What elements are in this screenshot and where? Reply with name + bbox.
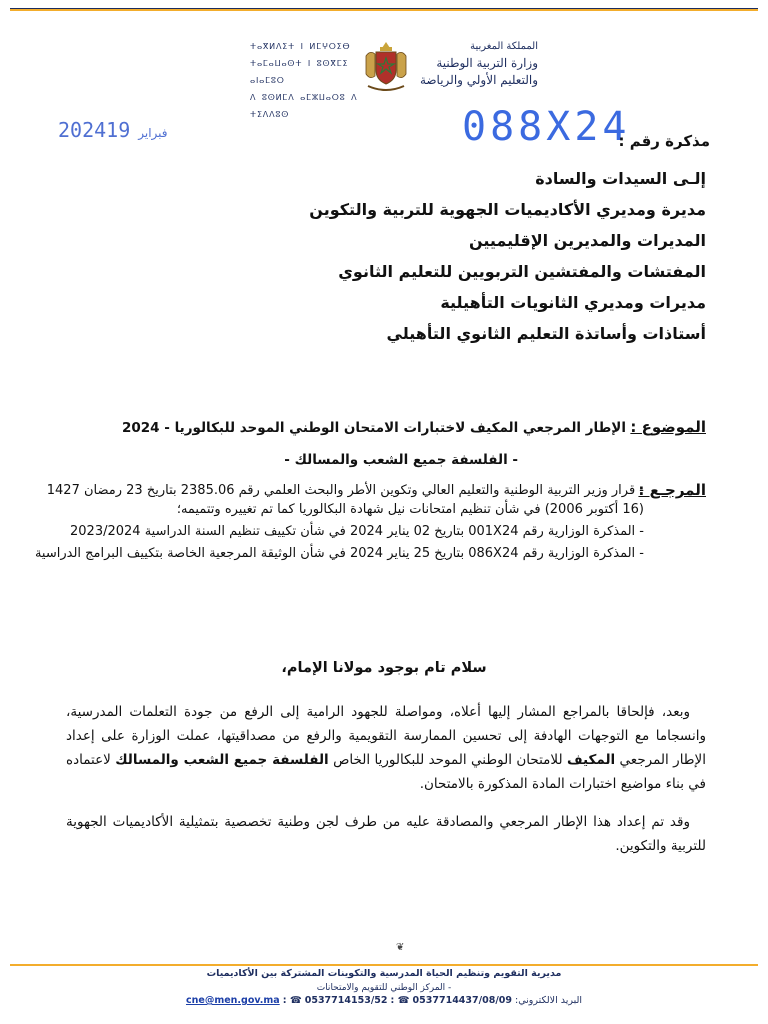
reference-item: - قرار وزير التربية الوطنية والتعليم العالي وتكوين الأطر والبحث العلمي رقم 2385.06 بتاريخ 23 رمضان 1427 (16 أكتوبر 2006) في شأن تنظيم امتحانات نيل شهادة البكالوريا كما تم تغييره وتتميمه؛ bbox=[46, 483, 644, 517]
greeting: سلام تام بوجود مولانا الإمام، bbox=[281, 660, 487, 676]
phone-number: 0537714153/52 bbox=[304, 995, 388, 1006]
recipient-line: مديرات ومديري الثانويات التأهيلية bbox=[440, 293, 706, 312]
footer-center: - المركز الوطني للتقويم والامتحانات bbox=[316, 983, 452, 993]
footer-ornament: ❦ bbox=[396, 942, 405, 953]
date-stamp bbox=[58, 118, 176, 142]
fax-icon: ☎ bbox=[397, 995, 410, 1006]
body-paragraph: وبعد، فإلحاقا بالمراجع المشار إليها أعلاه، ومواصلة للجهود الرامية إلى الرفع من جودة التعلمات المدرسية، وانسجاما مع التوجهات الهادفة إلى تحسين الممارسة التقويمية والرفع من مصداقيتها، عملت الوزارة على إعداد الإطار المرجعي المكيف للامتحان الوطني الموحد للبكالوريا الخاص الفلسفة جميع الشعب والمسالك لاعتماده في بناء مواضيع اختبارات المادة المذكورة بالامتحان. bbox=[66, 704, 707, 792]
ministry-name-arabic: المملكة المغربية وزارة التربية الوطنية والتعليم الأولي والرياضة bbox=[419, 41, 538, 87]
footer-contact: البريد الالكتروني: cne@men.gov.ma : ☎ 0537714153/52 : ☎ 0537714437/08/09 bbox=[185, 995, 582, 1006]
telephone-icon: ☎ bbox=[289, 995, 302, 1006]
fax-number: 0537714437/08/09 bbox=[412, 995, 513, 1006]
footer-divider bbox=[10, 964, 758, 966]
subject-line-2: - الفلسفة جميع الشعب والمسالك - bbox=[284, 452, 518, 468]
reference-item: - المذكرة الوزارية رقم 086X24 بتاريخ 25 يناير 2024 في شأن الوثيقة المرجعية الخاصة بتكييف البرامج الدراسية bbox=[34, 546, 644, 561]
date-month: فبراير bbox=[138, 126, 168, 140]
references-list bbox=[24, 481, 644, 566]
recipient-line: المديرات والمديرين الإقليميين bbox=[468, 231, 706, 250]
recipient-line: أستاذات وأساتذة التعليم الثانوي التأهيلي bbox=[386, 324, 706, 343]
body-text bbox=[66, 700, 706, 872]
memo-label: مذكرة رقم : bbox=[618, 132, 710, 150]
header-divider bbox=[10, 8, 758, 11]
subject-label: الموضوع : bbox=[630, 418, 706, 436]
date-day: 19 bbox=[106, 118, 131, 142]
recipient-line: المفتشات والمفتشين التربويين للتعليم الثانوي bbox=[338, 262, 706, 281]
royal-coat-of-arms-icon bbox=[360, 36, 412, 96]
email-link[interactable]: cne@men.gov.ma bbox=[185, 995, 280, 1006]
footer-directorate: مديرية التقويم وتنظيم الحياة المدرسية والتكوينات المشتركة بين الأكاديميات bbox=[206, 968, 562, 979]
reference-item: - المذكرة الوزارية رقم 001X24 بتاريخ 02 يناير 2024 في شأن تكييف تنظيم السنة الدراسية 2023/2024 bbox=[70, 524, 644, 539]
recipient-line: إلـى السيدات والسادة bbox=[535, 169, 706, 188]
memo-number: 088X24 bbox=[462, 104, 631, 150]
date-year: 2024 bbox=[58, 118, 107, 142]
email-label: البريد الالكتروني: bbox=[515, 995, 582, 1006]
subject-line-1: الإطار المرجعي المكيف لاختبارات الامتحان الوطني الموحد للبكالوريا - 2024 bbox=[121, 420, 626, 436]
recipients-list bbox=[146, 163, 706, 349]
references-label: المرجـع : bbox=[638, 481, 706, 499]
recipient-line: مديرة ومديري الأكاديميات الجهوية للتربية والتكوين bbox=[309, 200, 706, 219]
ministry-name-tifinagh: ⵜⴰⴳⵍⴷⵉⵜ ⵏ ⵍⵎⵖⵔⵉⴱ ⵜⴰⵎⴰⵡⴰⵙⵜ ⵏ ⵓⵙⴳⵎⵉ ⴰⵏⴰⵎⵓⵔ ⴷ ⵓⵙⵍⵎⴷ ⴰⵎⵣⵡⴰⵔⵓ ⴷ ⵜⵉⴷⴷⵓⵙ bbox=[250, 42, 358, 119]
body-paragraph: وقد تم إعداد هذا الإطار المرجعي والمصادقة عليه من طرف لجن وطنية تخصصية بتمثيلية الأكاديميات الجهوية للتربية والتكوين. bbox=[66, 814, 706, 854]
